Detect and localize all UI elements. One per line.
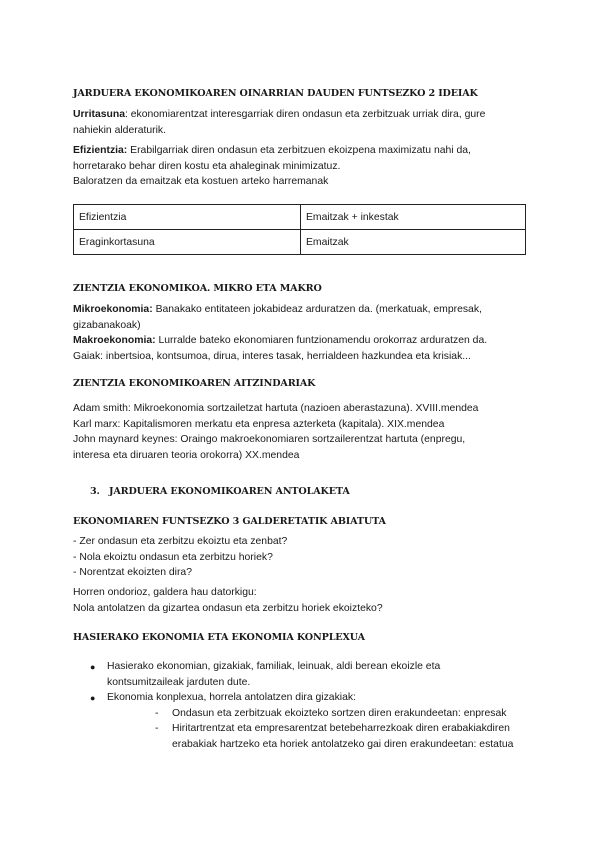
efizientzia-term: Efizientzia: (73, 145, 128, 156)
table-cell: Eraginkortasuna (74, 230, 301, 255)
efizientzia-paragraph: Efizientzia: Erabilgarriak diren ondasun eta zerbitzuen ekoizpena maximizatu nahi da, horretarako behar diren kostu eta ahaleginak minimizatuz. Baloratzen da emaitzak eta kostuen arteko harremanak (73, 145, 471, 187)
urritasuna-term: Urritasuna (73, 109, 125, 120)
list-item: Hasierako ekonomian, gizakiak, familiak, leinuak, aldi berean ekoizle eta kontsumitzaileak jarduten dute. (107, 661, 441, 688)
list-item: - Norentzat ekoizten dira? (73, 567, 192, 578)
table-cell: Efizientzia (74, 205, 301, 230)
list-item: - Zer ondasun eta zerbitzu ekoiztu eta zenbat? (73, 536, 288, 547)
heading-funtsezko-ideiak: JARDUERA EKONOMIKOAREN OINARRIAN DAUDEN FUNTSEZKO 2 IDEIAK (73, 88, 478, 99)
mikroekonomia-term: Mikroekonomia: (73, 304, 153, 315)
makroekonomia-term: Makroekonomia: (73, 335, 156, 346)
list-item: Karl marx: Kapitalismoren merkatu eta enpresa azterketa (kapitala). XIX.mendea (73, 418, 445, 430)
table-cell: Emaitzak (301, 230, 526, 255)
dash-marker: - (155, 723, 159, 734)
list-item: Ekonomia konplexua, horrela antolatzen dira gizakiak: (107, 692, 356, 703)
heading-antolaketa: JARDUERA EKONOMIKOAREN ANTOLAKETA (109, 486, 350, 497)
heading-galderak: EKONOMIAREN FUNTSEZKO 3 GALDERETATIK ABIATUTA (73, 516, 386, 527)
bullet-icon: ● (90, 693, 96, 703)
list-item: John maynard keynes: Oraingo makroekonomiaren sortzailerentzat hartuta (enpregu, (73, 434, 466, 445)
list-item: interesa eta diruaren teoria orokorra) XX.mendea (73, 449, 300, 461)
list-item: Adam smith: Mikroekonomia sortzailetzat hartuta (nazioen aberastazuna). XVIII.mendea (73, 403, 479, 414)
heading-mikro-makro: ZIENTZIA EKONOMIKOA. MIKRO ETA MAKRO (73, 283, 322, 294)
table-row (74, 230, 526, 255)
bullet-icon: ● (90, 662, 96, 672)
list-item: - Nola ekoiztu ondasun eta zerbitzu horiek? (73, 551, 273, 563)
urritasuna-paragraph: Urritasuna: ekonomiarentzat interesgarriak diren ondasun eta zerbitzuak urriak dira, gure nahiekin alderaturik. (73, 109, 486, 136)
list-item: Hiritartrentzat eta empresarentzat betebeharrezkoak diren erabakiakdiren erabakiak hartzeko eta horiek antolatzeko gai diren erakundeetan: estatua (172, 723, 514, 750)
table-cell: Emaitzak + inkestak (301, 205, 526, 230)
mikro-makro-paragraph: Mikroekonomia: Banakako entitateen jokabideaz arduratzen da. (merkatuak, empresak, gizabanakoak) Makroekonomia: Lurralde bateko ekonomiaren funtzionamendu orokorraz arduratzen da. Gaiak: inbertsioa, kontsumoa, dirua, interes tasak, herrialdeen hazkundea eta krisiak... (73, 304, 488, 362)
efizientzia-table (73, 204, 526, 255)
section-number: 3. (90, 486, 100, 497)
list-item: Ondasun eta zerbitzuak ekoizteko sortzen diren erakundeetan: enpresak (172, 708, 507, 719)
ondorioz-paragraph: Horren ondorioz, galdera hau datorkigu: Nola antolatzen da gizartea ondasun eta zerbitzu horiek ekoizteko? (73, 587, 383, 614)
table-row (74, 205, 526, 230)
aitzindariak-paragraph (73, 401, 533, 463)
galderak-list (73, 534, 533, 581)
heading-aitzindariak: ZIENTZIA EKONOMIKOAREN AITZINDARIAK (73, 378, 316, 389)
dash-marker: - (155, 708, 159, 719)
heading-ekonomia-konplexua: HASIERAKO EKONOMIA ETA EKONOMIA KONPLEXUA (73, 632, 365, 643)
